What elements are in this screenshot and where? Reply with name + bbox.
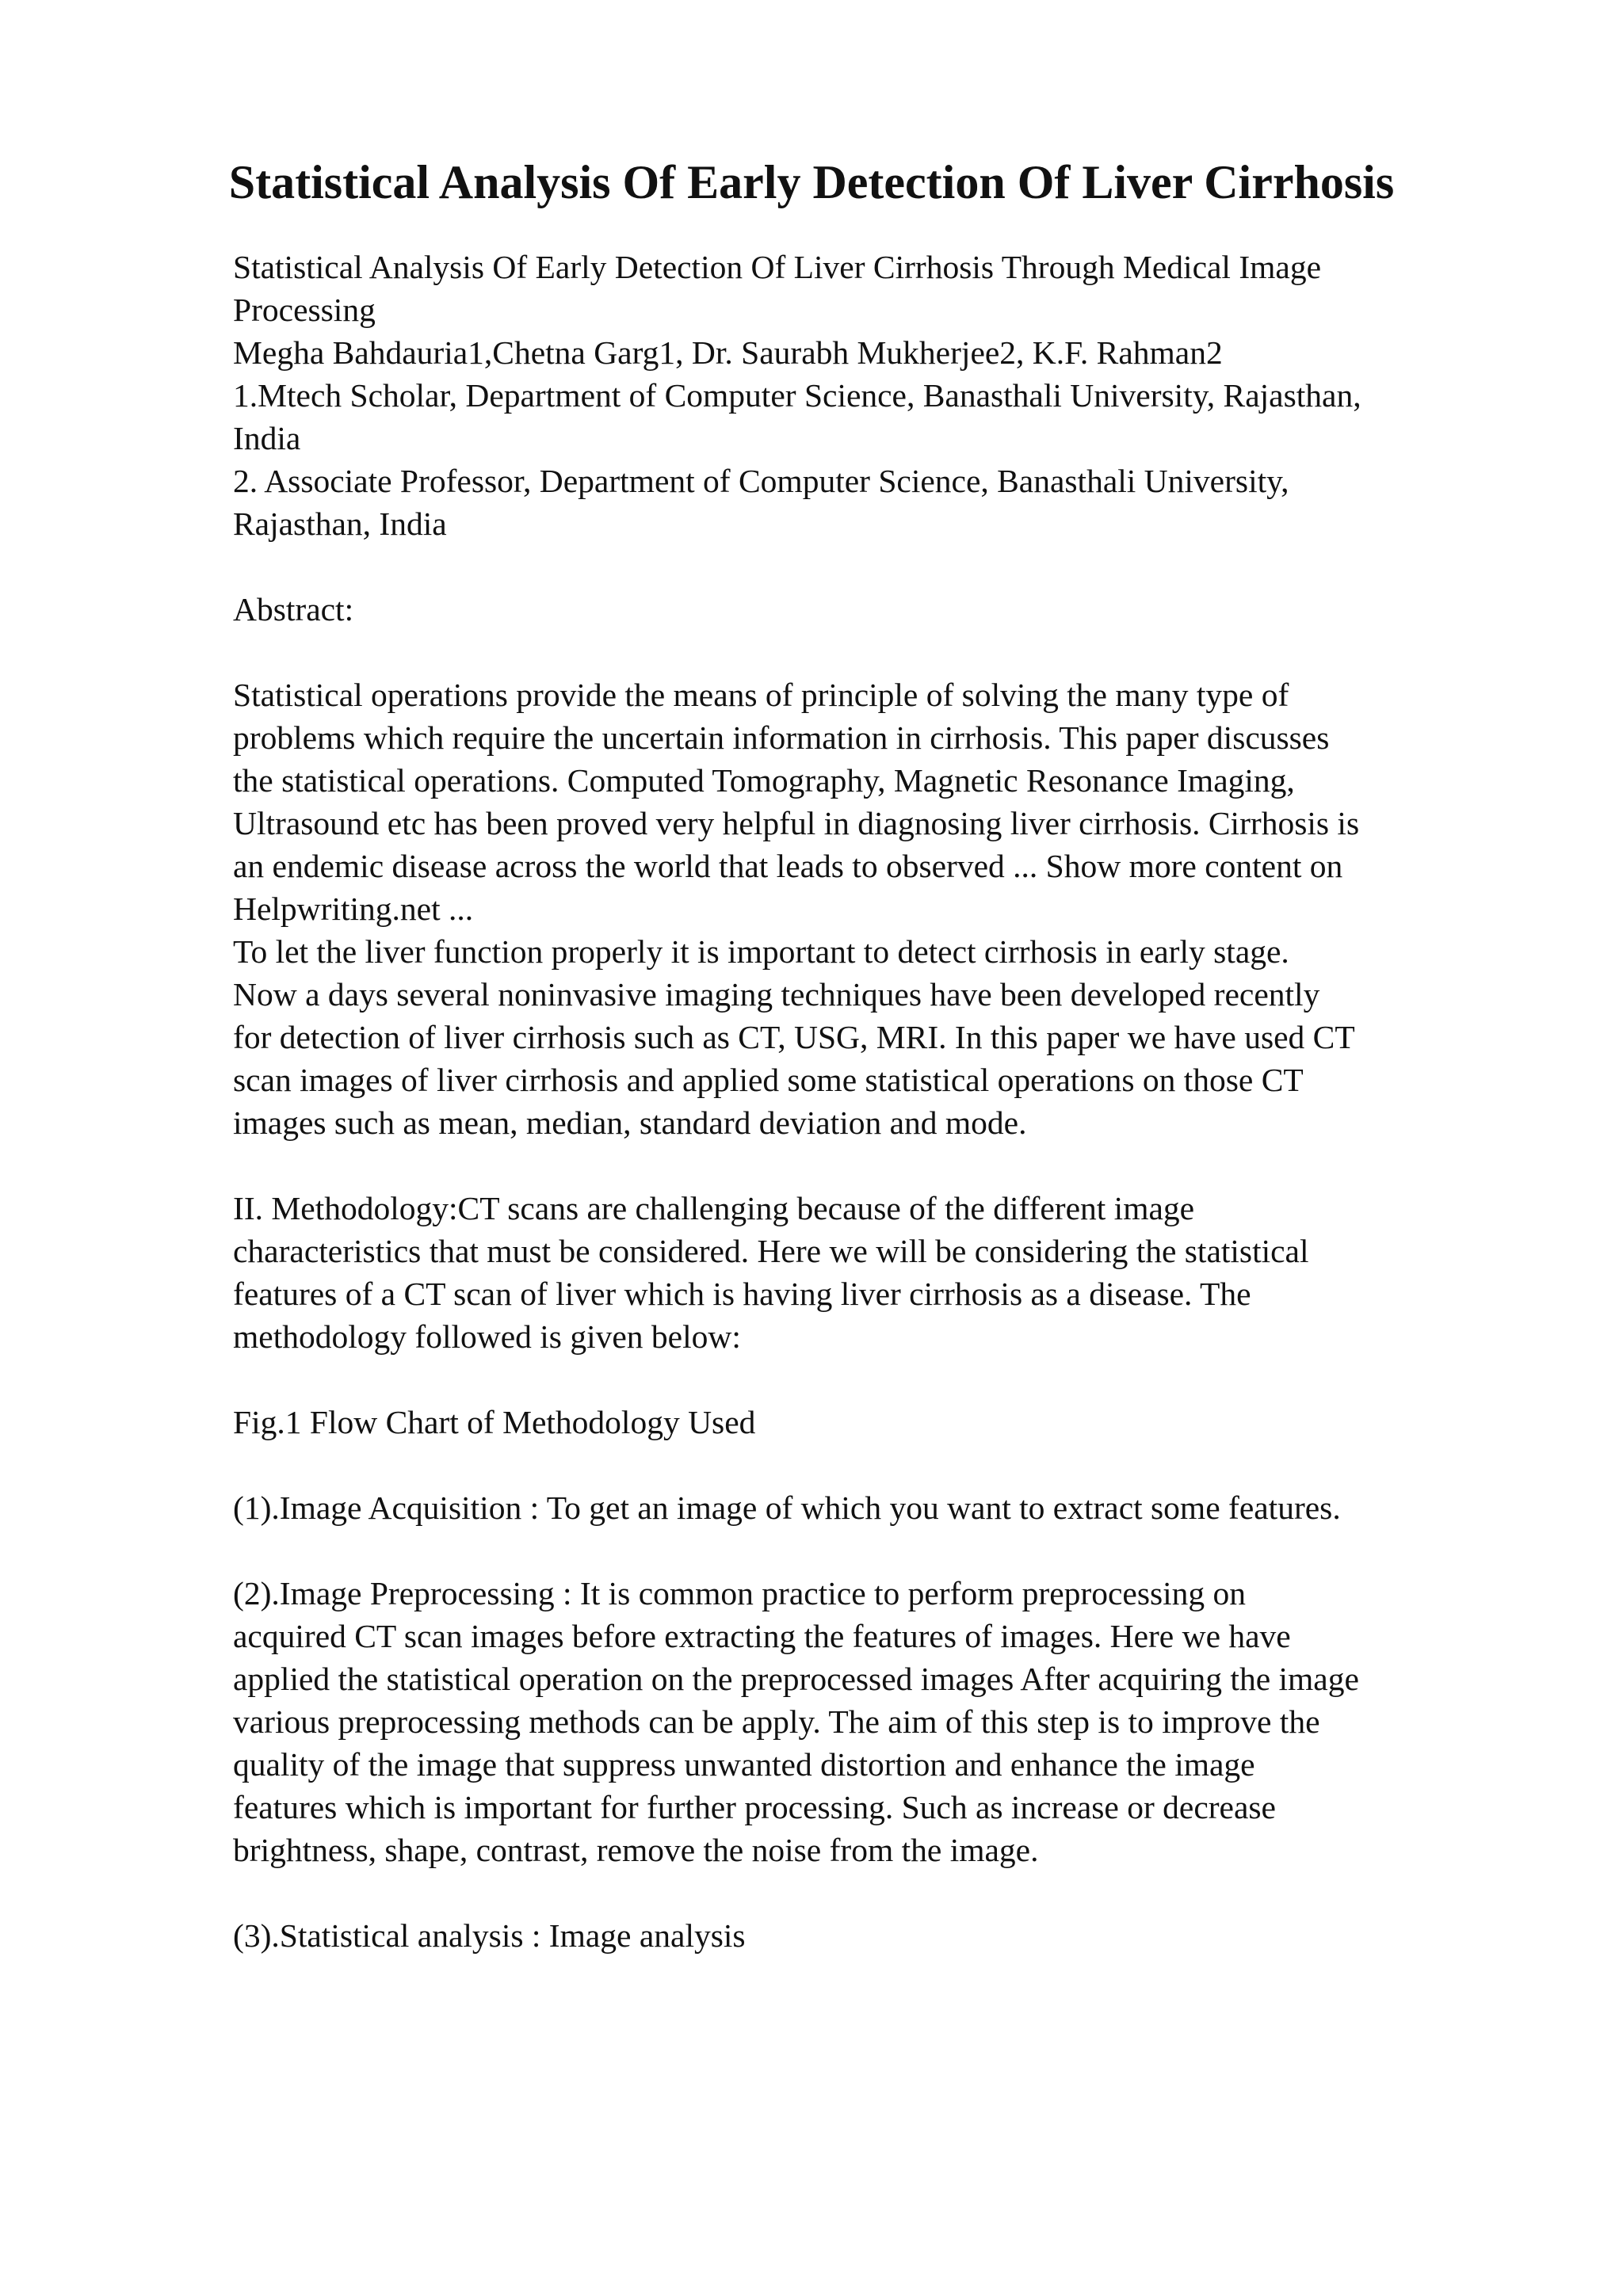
step-2-line: brightness, shape, contrast, remove the noise from the image. [233, 1832, 1039, 1868]
step-1-text: (1).Image Acquisition : To get an image of which you want to extract some features. [233, 1489, 1341, 1526]
methodology-line: characteristics that must be considered. Here we will be considering the statistical [233, 1233, 1309, 1269]
abstract-line: To let the liver function properly it is important to detect cirrhosis in early stage. [233, 933, 1289, 970]
spacer [233, 1871, 1517, 1914]
methodology-line: II. Methodology:CT scans are challenging because of the different image [233, 1190, 1195, 1226]
spacer [233, 1358, 1517, 1401]
abstract-paragraph [233, 673, 1517, 1144]
affiliation-1 [233, 374, 1517, 460]
abstract-line: problems which require the uncertain information in cirrhosis. This paper discusses [233, 719, 1330, 756]
subtitle-line: Statistical Analysis Of Early Detection Of Liver Cirrhosis Through Medical Image [233, 249, 1322, 285]
spacer [233, 631, 1517, 673]
step-2-line: acquired CT scan images before extracting the features of images. Here we have [233, 1618, 1291, 1654]
step-1 [233, 1486, 1517, 1529]
spacer [233, 1529, 1517, 1572]
abstract-line: for detection of liver cirrhosis such as CT, USG, MRI. In this paper we have used CT [233, 1019, 1355, 1055]
abstract-line: Now a days several noninvasive imaging techniques have been developed recently [233, 976, 1320, 1013]
abstract-heading [233, 588, 1517, 631]
subtitle [233, 246, 1517, 331]
spacer [233, 1144, 1517, 1187]
abstract-line: Statistical operations provide the means of principle of solving the many type of [233, 677, 1289, 713]
abstract-line: an endemic disease across the world that leads to observed ... Show more content on [233, 848, 1343, 884]
affiliation-2 [233, 460, 1517, 545]
subtitle-line: Processing [233, 292, 376, 328]
document-title: Statistical Analysis Of Early Detection Of Liver Cirrhosis [228, 156, 1395, 208]
methodology-line: methodology followed is given below: [233, 1318, 741, 1355]
step-2-line: applied the statistical operation on the preprocessed images After acquiring the image [233, 1661, 1359, 1697]
affiliation-line: 2. Associate Professor, Department of Computer Science, Banasthali University, [233, 463, 1289, 499]
abstract-line: Helpwriting.net ... [233, 891, 474, 927]
affiliation-line: 1.Mtech Scholar, Department of Computer Science, Banasthali University, Rajasthan, [233, 377, 1361, 414]
abstract-line: Ultrasound etc has been proved very helpful in diagnosing liver cirrhosis. Cirrhosis is [233, 805, 1360, 841]
affiliation-line: Rajasthan, India [233, 505, 447, 542]
abstract-line: images such as mean, median, standard deviation and mode. [233, 1104, 1027, 1141]
document-body [233, 246, 1517, 1957]
spacer [233, 1444, 1517, 1486]
authors-line: Megha Bahdauria1,Chetna Garg1, Dr. Saurabh Mukherjee2, K.F. Rahman2 [233, 334, 1223, 371]
figure-caption-text: Fig.1 Flow Chart of Methodology Used [233, 1404, 756, 1440]
abstract-line: the statistical operations. Computed Tomography, Magnetic Resonance Imaging, [233, 762, 1295, 799]
step-2-line: quality of the image that suppress unwanted distortion and enhance the image [233, 1746, 1255, 1783]
step-2-line: (2).Image Preprocessing : It is common practice to perform preprocessing on [233, 1575, 1247, 1611]
figure-caption [233, 1401, 1517, 1444]
affiliation-line: India [233, 420, 301, 456]
step-2-line: various preprocessing methods can be apply. The aim of this step is to improve the [233, 1703, 1320, 1740]
spacer [233, 545, 1517, 588]
step-2-paragraph [233, 1572, 1517, 1871]
step-3-text: (3).Statistical analysis : Image analysis [233, 1917, 746, 1954]
methodology-paragraph [233, 1187, 1517, 1358]
methodology-line: features of a CT scan of liver which is having liver cirrhosis as a disease. The [233, 1276, 1251, 1312]
step-2-line: features which is important for further processing. Such as increase or decrease [233, 1789, 1276, 1825]
authors [233, 331, 1517, 374]
abstract-line: scan images of liver cirrhosis and applied some statistical operations on those CT [233, 1062, 1304, 1098]
step-3 [233, 1914, 1517, 1957]
abstract-heading-text: Abstract: [233, 591, 354, 627]
